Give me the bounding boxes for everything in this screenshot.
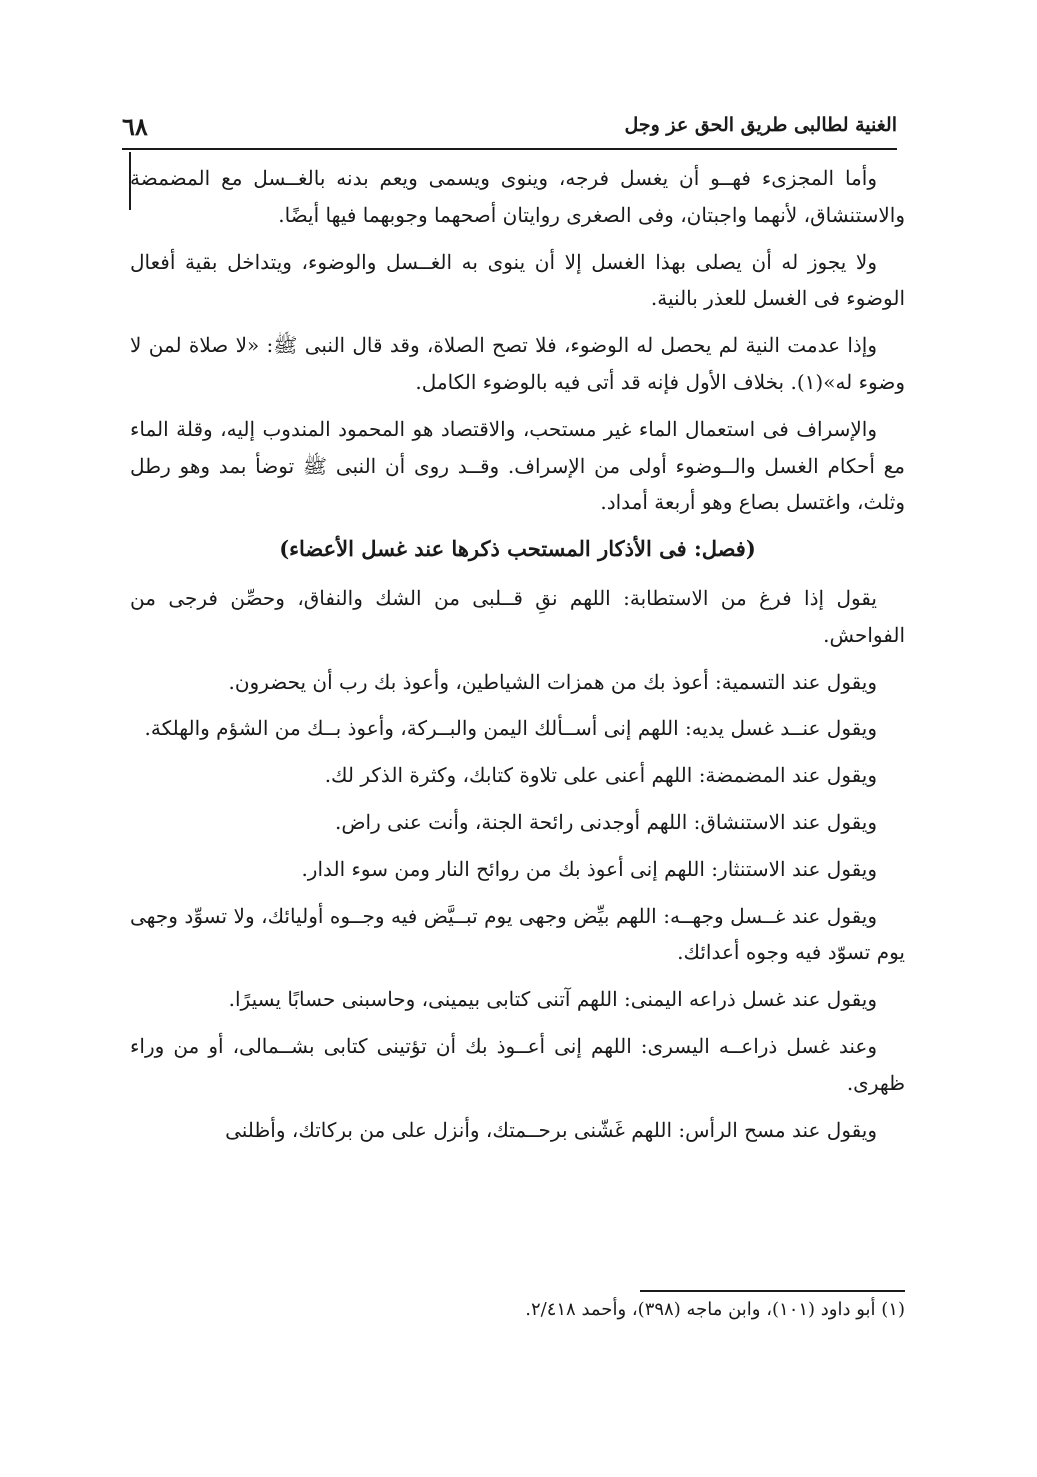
paragraph: ويقول عند التسمية: أعوذ بك من همزات الشياطين، وأعوذ بك رب أن يحضرون. <box>228 669 877 694</box>
footnote-rule <box>640 1290 905 1292</box>
running-title: الغنية لطالبى طريق الحق عز وجل <box>624 114 897 136</box>
paragraph: والإسراف فى استعمال الماء غير مستحب، والاقتصاد هو المحمود المندوب إليه، وقلة الماء مع أحكام الغسل والــوضوء أولى من الإسراف. وقــد روى أن النبى ﷺ توضأ بمد وهو رطل وثلث، واغتسل بصاع وهو أربعة أمداد. <box>130 416 905 515</box>
body-text <box>130 160 905 1158</box>
paragraph: ويقول عند المضمضة: اللهم أعنى على تلاوة كتابك، وكثرة الذكر لك. <box>324 763 877 788</box>
paragraph: ويقول عند مسح الرأس: اللهم غَشّنى برحــمتك، وأنزل على من بركاتك، وأظلنى <box>225 1117 877 1142</box>
page-number: ٦٨ <box>122 112 148 141</box>
paragraph: وأما المجزىء فهــو أن يغسل فرجه، وينوى ويسمى ويعم بدنه بالغــسل مع المضمضة والاستنشاق، لأنهما واجبتان، وفى الصغرى روايتان أصحهما وجوبهما فيها أيضًا. <box>130 166 905 227</box>
footnote: (١) أبو داود (١٠١)، وابن ماجه (٣٩٨)، وأحمد ٢/٤١٨. <box>525 1299 905 1320</box>
paragraph: يقول إذا فرغ من الاستطابة: اللهم نقِ قــلبى من الشك والنفاق، وحصِّن فرجى من الفواحش. <box>130 585 905 647</box>
paragraph: ويقول عند الاستنشاق: اللهم أوجدنى رائحة الجنة، وأنت عنى راض. <box>335 809 877 834</box>
paragraph: ولا يجوز له أن يصلى بهذا الغسل إلا أن ينوى به الغــسل والوضوء، ويتداخل بقية أفعال الوضوء فى الغسل للعذر بالنية. <box>130 249 905 311</box>
section-heading: (فصل: فى الأذكار المستحب ذكرها عند غسل الأعضاء) <box>279 536 756 562</box>
page-header <box>122 110 897 150</box>
paragraph: ويقول عند الاستنثار: اللهم إنى أعوذ بك من روائح النار ومن سوء الدار. <box>301 856 877 881</box>
paragraph: وعند غسل ذراعــه اليسرى: اللهم إنى أعــوذ بك أن تؤتينى كتابى بشــمالى، أو من وراء ظهرى. <box>130 1033 905 1095</box>
paragraph: ويقول عند غــسل وجهــه: اللهم بيِّض وجهى يوم تبــيَّض فيه وجــوه أوليائك، ولا تسوِّد وجهى يوم تسوّد فيه وجوه أعدائك. <box>130 903 905 965</box>
paragraph: وإذا عدمت النية لم يحصل له الوضوء، فلا تصح الصلاة، وقد قال النبى ﷺ: «لا صلاة لمن لا وضوء له»(١). بخلاف الأول فإنه قد أتى فيه بالوضوء الكامل. <box>130 333 905 394</box>
paragraph: ويقول عند غسل ذراعه اليمنى: اللهم آتنى كتابى بيمينى، وحاسبنى حسابًا يسيرًا. <box>228 987 877 1012</box>
paragraph: ويقول عنــد غسل يديه: اللهم إنى أســألك اليمن والبــركة، وأعوذ بــك من الشؤم والهلكة. <box>144 716 877 741</box>
